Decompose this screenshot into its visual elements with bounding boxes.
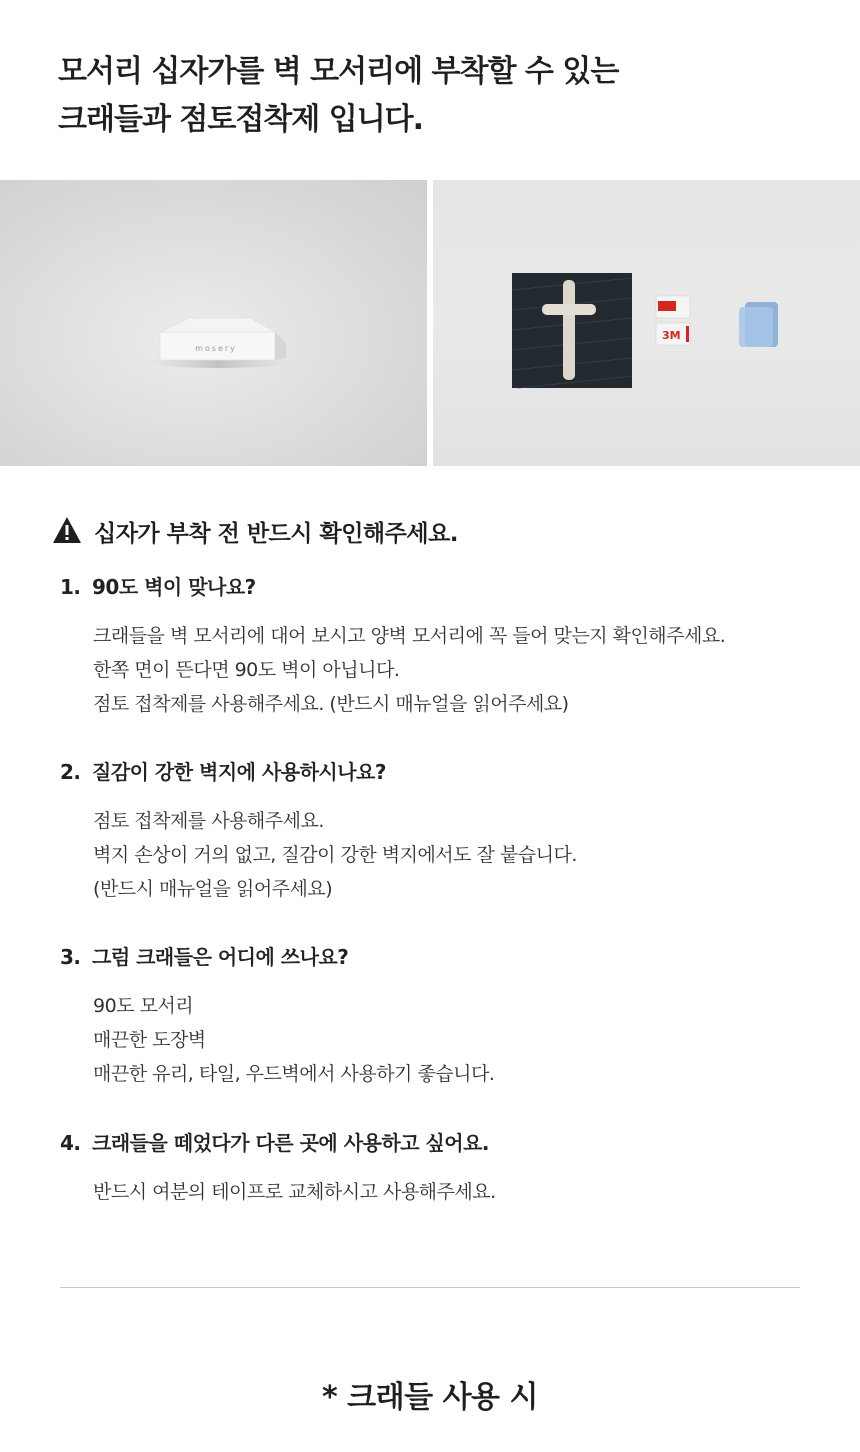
answer-2 [93, 804, 577, 906]
cradle-photo [0, 180, 427, 466]
answer-line: 한쪽 면이 뜬다면 90도 벽이 아닙니다. [93, 659, 400, 681]
question-number: 4. [60, 1131, 81, 1155]
question-3 [60, 943, 494, 971]
warning-section [52, 515, 458, 548]
cradle-usage-heading: * 크래들 사용 시 [322, 1380, 538, 1415]
question-text: 90도 벽이 맞나요? [92, 575, 256, 599]
question-number: 2. [60, 760, 81, 784]
qa-item-3 [60, 943, 494, 1091]
warning-triangle-icon [52, 516, 82, 548]
kit-illustration [433, 180, 860, 466]
question-1 [60, 573, 725, 601]
answer-line: 매끈한 도장벽 [93, 1029, 206, 1051]
question-number: 3. [60, 945, 81, 969]
cradle-logo: mosery [195, 344, 237, 353]
answer-line: 크래들을 벽 모서리에 대어 보시고 양벽 모서리에 꼭 들어 맞는지 확인해주세요. [93, 625, 726, 647]
answer-line: 반드시 여분의 테이프로 교체하시고 사용해주세요. [93, 1181, 496, 1203]
answer-line: 점토 접착제를 사용해주세요. (반드시 매뉴얼을 읽어주세요) [93, 693, 569, 715]
section-divider [60, 1287, 800, 1288]
answer-1 [93, 619, 725, 721]
intro-line-1: 모서리 십자가를 벽 모서리에 부착할 수 있는 [58, 54, 619, 89]
intro-heading [58, 48, 818, 144]
qa-item-1 [60, 573, 725, 721]
question-text: 그럼 크래들은 어디에 쓰나요? [92, 945, 349, 969]
warning-title: 십자가 부착 전 반드시 확인해주세요. [94, 521, 459, 547]
answer-3 [93, 989, 494, 1091]
answer-line: 벽지 손상이 거의 없고, 질감이 강한 벽지에서도 잘 붙습니다. [93, 844, 577, 866]
answer-4 [93, 1175, 496, 1209]
answer-line: 매끈한 유리, 타일, 우드벽에서 사용하기 좋습니다. [93, 1063, 495, 1085]
cradle-illustration [0, 180, 427, 466]
intro-line-2: 크래들과 점토접착제 입니다. [58, 102, 424, 137]
question-4 [60, 1129, 496, 1157]
product-photos [0, 180, 860, 466]
answer-line: (반드시 매뉴얼을 읽어주세요) [93, 878, 333, 900]
kit-photo [433, 180, 860, 466]
qa-item-2 [60, 758, 577, 906]
answer-line: 90도 모서리 [93, 995, 194, 1017]
question-number: 1. [60, 575, 81, 599]
question-text: 크래들을 떼었다가 다른 곳에 사용하고 싶어요. [92, 1131, 489, 1155]
answer-line: 점토 접착제를 사용해주세요. [93, 810, 324, 832]
qa-item-4 [60, 1129, 496, 1209]
question-text: 질감이 강한 벽지에 사용하시나요? [92, 760, 386, 784]
question-2 [60, 758, 577, 786]
tape-label: 3M [662, 329, 681, 342]
